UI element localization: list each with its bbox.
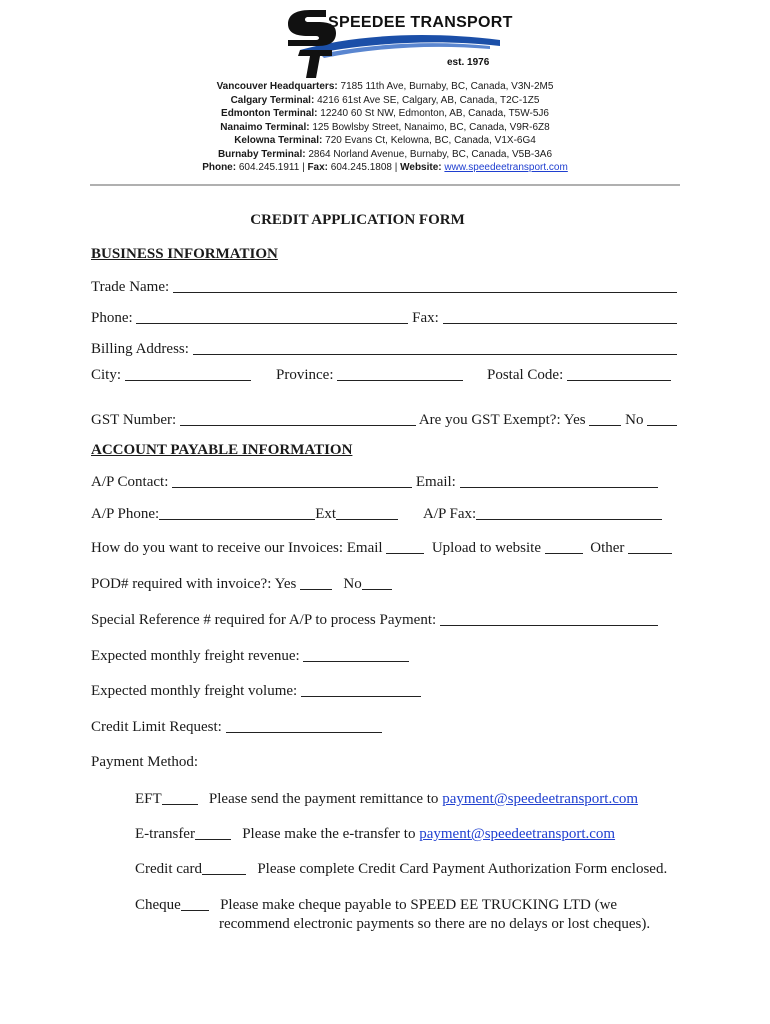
business-section-heading: BUSINESS INFORMATION	[91, 246, 278, 262]
city-row: City:	[91, 366, 251, 384]
etransfer-field[interactable]	[195, 825, 231, 840]
trade-name-row: Trade Name:	[91, 278, 677, 296]
credit-limit-row: Credit Limit Request:	[91, 718, 382, 736]
etransfer-email-link[interactable]: payment@speedeetransport.com	[419, 826, 616, 842]
freight-revenue-row: Expected monthly freight revenue:	[91, 647, 409, 665]
phone-fax-row: Phone: Fax:	[91, 309, 677, 327]
billing-address-field[interactable]	[193, 340, 677, 355]
office-line: Burnaby Terminal: 2864 Norland Avenue, Burnaby, BC, Canada, V5B-3A6	[217, 148, 553, 160]
office-line: Vancouver Headquarters: 7185 11th Ave, Burnaby, BC, Canada, V3N-2M5	[216, 81, 554, 92]
province-field[interactable]	[337, 366, 463, 381]
phone-field[interactable]	[136, 309, 408, 324]
office-line: Calgary Terminal: 4216 61st Ave SE, Calgary, AB, Canada, T2C-1Z5	[230, 94, 540, 106]
ap-fax-field[interactable]	[476, 505, 662, 520]
ap-section-heading: ACCOUNT PAYABLE INFORMATION	[91, 442, 353, 458]
established-year: est. 1976	[447, 57, 490, 68]
gst-exempt-yes-field[interactable]	[589, 411, 621, 426]
eft-field[interactable]	[162, 790, 198, 805]
invoice-delivery-row: How do you want to receive our Invoices: Email Upload to website Other	[91, 539, 672, 557]
payment-eft-row: EFT Please send the payment remittance to payment@speedeetransport.com	[135, 791, 639, 807]
contact-line: Phone: 604.245.1911 | Fax: 604.245.1808 | Website: www.speedeetransport.com	[202, 162, 568, 173]
cheque-field[interactable]	[181, 896, 209, 911]
invoice-email-field[interactable]	[386, 539, 424, 554]
office-line: Edmonton Terminal: 12240 60 St NW, Edmonton, AB, Canada, T5W-5J6	[221, 108, 549, 119]
eft-email-link[interactable]: payment@speedeetransport.com	[442, 791, 639, 807]
form-title: CREDIT APPLICATION FORM	[250, 212, 465, 228]
ap-phone-field[interactable]	[159, 505, 315, 520]
postal-code-row: Postal Code:	[487, 366, 671, 384]
website-link[interactable]: www.speedeetransport.com	[444, 162, 568, 173]
gst-number-field[interactable]	[180, 411, 416, 426]
freight-volume-row: Expected monthly freight volume:	[91, 682, 421, 700]
payment-cheque-row: Cheque Please make cheque payable to SPEED EE TRUCKING LTD (we	[135, 897, 618, 913]
payment-credit-card-row: Credit card Please complete Credit Card Payment Authorization Form enclosed.	[135, 861, 668, 877]
pod-row: POD# required with invoice?: Yes No	[91, 575, 392, 593]
credit-card-field[interactable]	[202, 860, 246, 875]
pod-no-field[interactable]	[362, 575, 392, 590]
ap-contact-field[interactable]	[172, 473, 412, 488]
ap-phone-row: A/P Phone: Ext	[91, 505, 398, 523]
brand-name: SPEEDEE TRANSPORT	[328, 14, 513, 31]
ap-fax-row: A/P Fax:	[423, 505, 662, 523]
office-line: Nanaimo Terminal: 125 Bowlsby Street, Nanaimo, BC, Canada, V9R-6Z8	[220, 121, 550, 133]
cheque-note-line-2: recommend electronic payments so there are no delays or lost cheques).	[219, 916, 651, 932]
gst-exempt-no-field[interactable]	[647, 411, 677, 426]
special-reference-row: Special Reference # required for A/P to process Payment:	[91, 611, 658, 629]
office-addresses	[0, 80, 770, 175]
gst-row: GST Number: Are you GST Exempt?: Yes No	[91, 411, 677, 429]
header-divider	[90, 184, 680, 186]
billing-address-row: Billing Address:	[91, 340, 677, 358]
invoice-upload-field[interactable]	[545, 539, 583, 554]
pod-yes-field[interactable]	[300, 575, 332, 590]
freight-revenue-field[interactable]	[303, 647, 409, 662]
payment-method-label: Payment Method:	[91, 754, 199, 770]
special-reference-field[interactable]	[440, 611, 658, 626]
trade-name-field[interactable]	[173, 278, 677, 293]
invoice-other-field[interactable]	[628, 539, 672, 554]
ap-contact-row: A/P Contact: Email:	[91, 473, 658, 491]
fax-field[interactable]	[443, 309, 677, 324]
credit-limit-field[interactable]	[226, 718, 382, 733]
city-field[interactable]	[125, 366, 251, 381]
payment-etransfer-row: E-transfer Please make the e-transfer to payment@speedeetransport.com	[135, 826, 616, 842]
postal-code-field[interactable]	[567, 366, 671, 381]
ap-ext-field[interactable]	[336, 505, 398, 520]
freight-volume-field[interactable]	[301, 682, 421, 697]
province-row: Province:	[276, 366, 463, 384]
ap-email-field[interactable]	[460, 473, 658, 488]
office-line: Kelowna Terminal: 720 Evans Ct, Kelowna, BC, Canada, V1X-6G4	[234, 135, 536, 146]
